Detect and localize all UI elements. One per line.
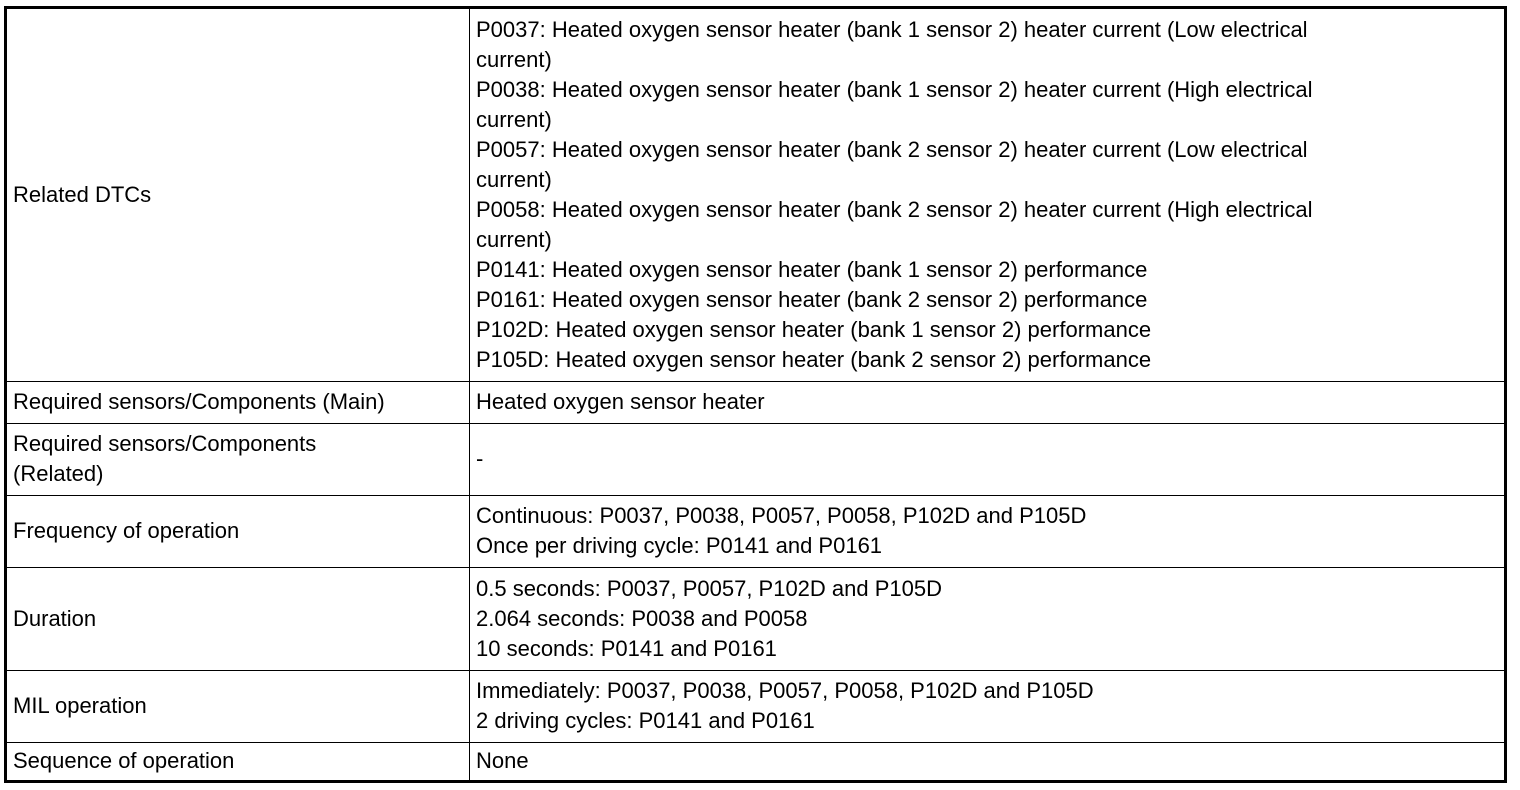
- value-line: current): [476, 46, 552, 72]
- value-line: None: [476, 748, 529, 774]
- value-line: current): [476, 226, 552, 252]
- value-line: P102D: Heated oxygen sensor heater (bank 1 sensor 2) performance: [476, 316, 1152, 342]
- value-line: Immediately: P0037, P0038, P0057, P0058, P102D and P105D: [476, 678, 1094, 703]
- row-label: Related DTCs: [13, 181, 152, 207]
- row-label-cell: [7, 381, 470, 423]
- row-value-cell: [470, 495, 1505, 567]
- table-row-related-dtcs: [7, 9, 1504, 381]
- value-line: P0058: Heated oxygen sensor heater (bank 2 sensor 2) heater current (High electrical: [476, 196, 1313, 222]
- value-line: current): [476, 166, 552, 192]
- value-line: P0057: Heated oxygen sensor heater (bank 2 sensor 2) heater current (Low electrical: [476, 136, 1308, 162]
- table-row-frequency: [7, 495, 1504, 567]
- value-line: 0.5 seconds: P0037, P0057, P102D and P105D: [476, 575, 943, 601]
- row-label: Frequency of operation: [13, 518, 240, 543]
- table-row-mil-operation: [7, 670, 1504, 742]
- spec-table-frame: [4, 6, 1507, 783]
- value-line: 10 seconds: P0141 and P0161: [476, 635, 777, 661]
- row-value-cell: [470, 742, 1505, 780]
- dtc-spec-table: [7, 9, 1504, 780]
- row-value-cell: [470, 9, 1505, 381]
- row-value-cell: [470, 423, 1505, 495]
- row-label-cell: [7, 567, 470, 670]
- row-label-cell: [7, 423, 470, 495]
- row-value-cell: [470, 381, 1505, 423]
- table-row-sequence: [7, 742, 1504, 780]
- row-value-cell: [470, 670, 1505, 742]
- value-line: P0038: Heated oxygen sensor heater (bank 1 sensor 2) heater current (High electrical: [476, 76, 1313, 102]
- row-label-cell: [7, 670, 470, 742]
- value-line: P0161: Heated oxygen sensor heater (bank 2 sensor 2) performance: [476, 286, 1148, 312]
- table-row-required-main: [7, 381, 1504, 423]
- row-label-cell: [7, 495, 470, 567]
- value-line: P0141: Heated oxygen sensor heater (bank 1 sensor 2) performance: [476, 256, 1148, 282]
- value-line: Heated oxygen sensor heater: [476, 389, 765, 414]
- row-label: Sequence of operation: [13, 748, 235, 774]
- value-line: -: [476, 446, 484, 471]
- row-label: (Related): [13, 461, 104, 486]
- table-row-required-related: [7, 423, 1504, 495]
- row-label: MIL operation: [13, 693, 147, 718]
- value-line: Continuous: P0037, P0038, P0057, P0058, P102D and P105D: [476, 503, 1087, 528]
- row-label: Required sensors/Components: [13, 431, 317, 456]
- row-label-cell: [7, 9, 470, 381]
- row-label: Duration: [13, 605, 97, 631]
- value-line: Once per driving cycle: P0141 and P0161: [476, 533, 883, 558]
- value-line: P0037: Heated oxygen sensor heater (bank 1 sensor 2) heater current (Low electrical: [476, 16, 1308, 42]
- value-line: 2 driving cycles: P0141 and P0161: [476, 708, 815, 733]
- table-row-duration: [7, 567, 1504, 670]
- row-value-cell: [470, 567, 1505, 670]
- value-line: P105D: Heated oxygen sensor heater (bank 2 sensor 2) performance: [476, 346, 1152, 372]
- value-line: 2.064 seconds: P0038 and P0058: [476, 605, 808, 631]
- row-label-cell: [7, 742, 470, 780]
- row-label: Required sensors/Components (Main): [13, 389, 385, 414]
- value-line: current): [476, 106, 552, 132]
